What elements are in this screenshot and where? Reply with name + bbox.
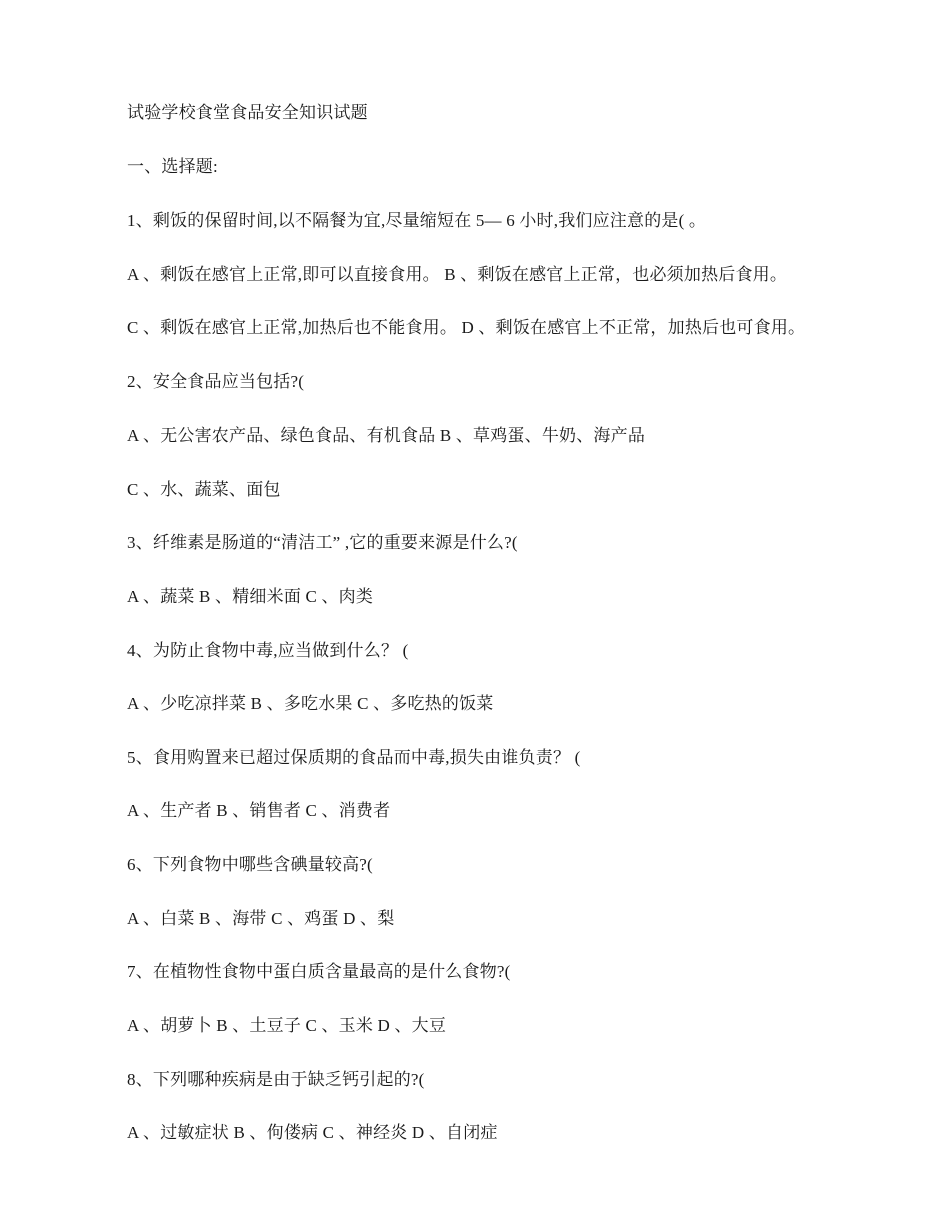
question-5-options: A 、生产者 B 、销售者 C 、消费者 xyxy=(127,801,391,820)
question-1: 1、剩饭的保留时间,以不隔餐为宜,尽量缩短在 5— 6 小时,我们应注意的是( 。 xyxy=(127,211,707,230)
question-2: 2、安全食品应当包括?( xyxy=(127,372,305,391)
section-heading: 一、选择题: xyxy=(127,157,218,176)
document-title: 试验学校食堂食品安全知识试题 xyxy=(127,103,368,122)
question-4: 4、为防止食物中毒,应当做到什么？ ( xyxy=(127,641,409,660)
question-2-options-ab: A 、无公害农产品、绿色食品、有机食品 B 、草鸡蛋、牛奶、海产品 xyxy=(127,426,646,445)
question-2-options-c: C 、水、蔬菜、面包 xyxy=(127,480,281,499)
question-4-options: A 、少吃凉拌菜 B 、多吃水果 C 、多吃热的饭菜 xyxy=(127,694,494,713)
question-1-options-ab: A 、剩饭在感官上正常,即可以直接食用。 B 、剩饭在感官上正常，也必须加热后食用。 xyxy=(127,265,788,284)
question-1-options-cd: C 、剩饭在感官上正常,加热后也不能食用。 D 、剩饭在感官上不正常，加热后也可食用。 xyxy=(127,318,806,337)
question-5: 5、食用购置来已超过保质期的食品而中毒,损失由谁负责？ ( xyxy=(127,748,581,767)
question-7: 7、在植物性食物中蛋白质含量最高的是什么食物?( xyxy=(127,962,511,981)
question-7-options: A 、胡萝卜 B 、土豆子 C 、玉米 D 、大豆 xyxy=(127,1016,447,1035)
question-6: 6、下列食物中哪些含碘量较高?( xyxy=(127,855,373,874)
question-8: 8、下列哪种疾病是由于缺乏钙引起的?( xyxy=(127,1070,425,1089)
question-6-options: A 、白菜 B 、海带 C 、鸡蛋 D 、梨 xyxy=(127,909,395,928)
question-3-options: A 、蔬菜 B 、精细米面 C 、肉类 xyxy=(127,587,374,606)
question-8-options: A 、过敏症状 B 、佝偻病 C 、神经炎 D 、自闭症 xyxy=(127,1123,498,1142)
question-3: 3、纤维素是肠道的“清洁工” ,它的重要来源是什么?( xyxy=(127,533,518,552)
